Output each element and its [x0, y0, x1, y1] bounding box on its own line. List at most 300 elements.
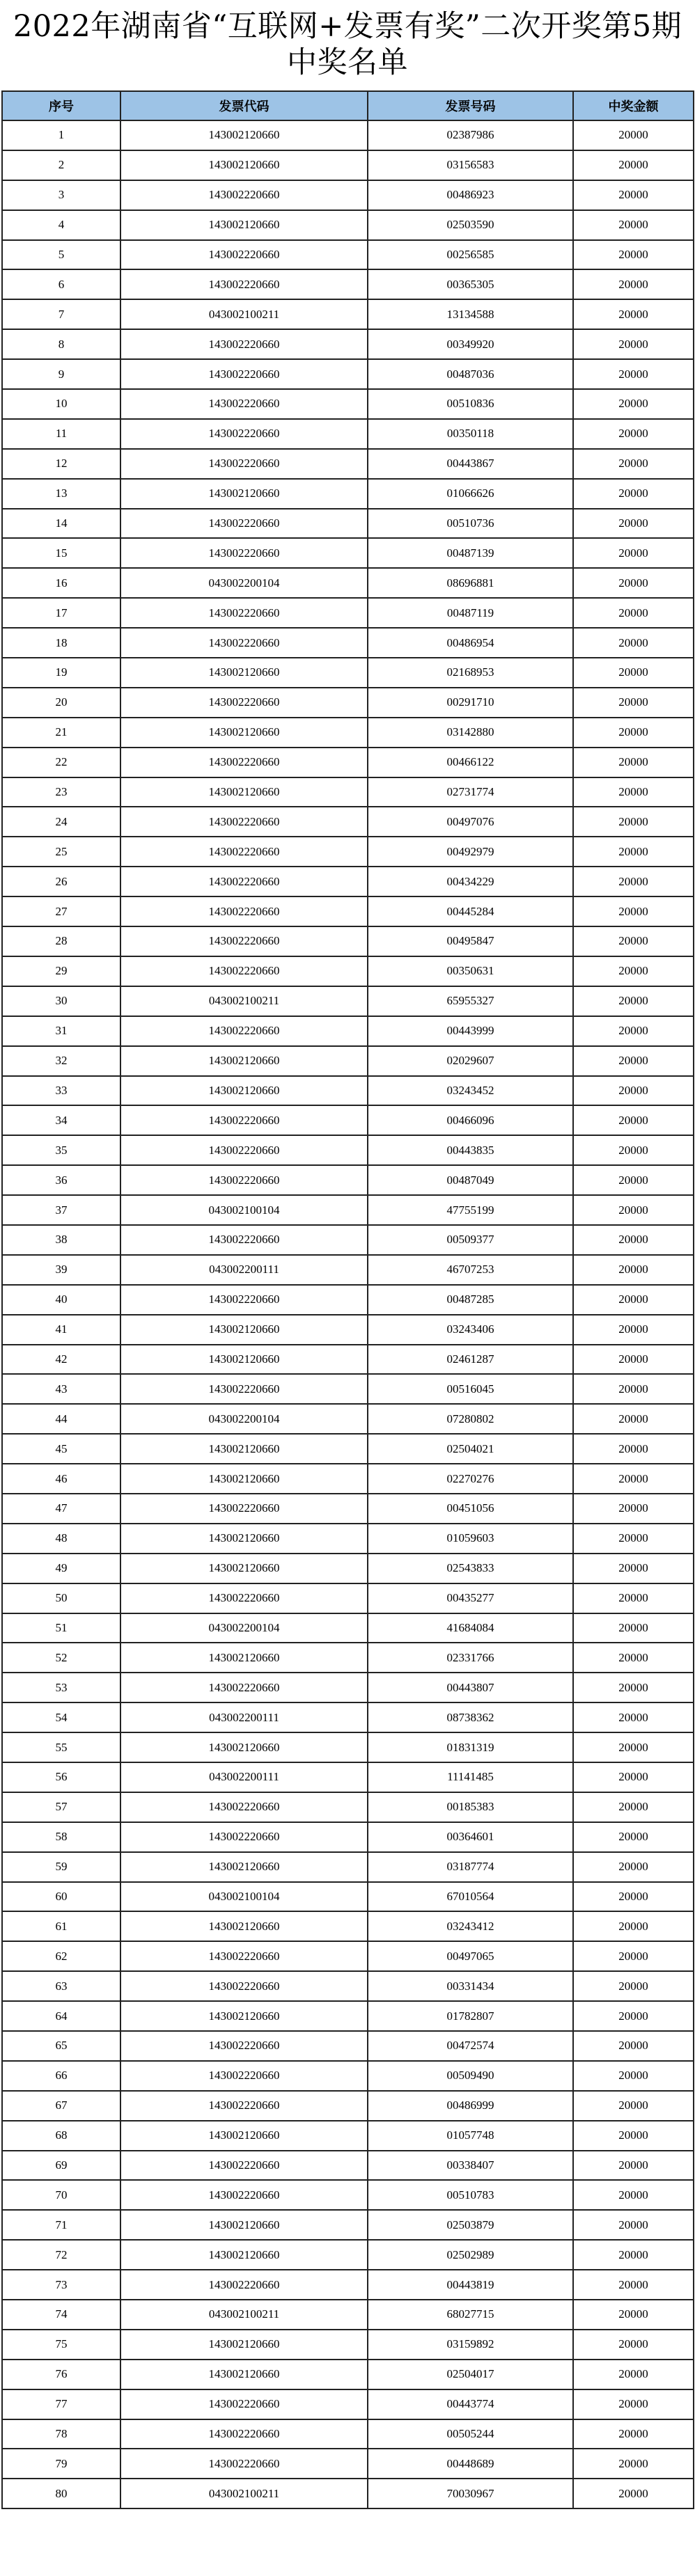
table-row	[2, 1524, 694, 1554]
cell-invoice-number: 00472574	[368, 2031, 573, 2061]
cell-invoice-code: 143002120660	[120, 658, 368, 688]
cell-invoice-number: 02731774	[368, 777, 573, 807]
cell-prize-amount: 20000	[573, 658, 694, 688]
cell-prize-amount: 20000	[573, 2270, 694, 2300]
cell-invoice-number: 03243406	[368, 1315, 573, 1345]
cell-prize-amount: 20000	[573, 807, 694, 837]
cell-prize-amount: 20000	[573, 1882, 694, 1912]
cell-serial-number: 12	[2, 449, 120, 479]
cell-invoice-code: 143002220660	[120, 598, 368, 628]
cell-invoice-code: 143002120660	[120, 1554, 368, 1583]
cell-invoice-number: 00487036	[368, 359, 573, 389]
table-row	[2, 269, 694, 299]
cell-prize-amount: 20000	[573, 1165, 694, 1195]
cell-serial-number: 52	[2, 1643, 120, 1673]
cell-prize-amount: 20000	[573, 2151, 694, 2181]
cell-invoice-number: 00495847	[368, 926, 573, 956]
cell-invoice-number: 65955327	[368, 986, 573, 1016]
table-row	[2, 2419, 694, 2449]
table-row	[2, 479, 694, 509]
cell-invoice-code: 043002100104	[120, 1882, 368, 1912]
cell-serial-number: 18	[2, 628, 120, 658]
table-row	[2, 956, 694, 986]
cell-invoice-code: 143002120660	[120, 1464, 368, 1494]
cell-serial-number: 80	[2, 2479, 120, 2508]
cell-prize-amount: 20000	[573, 1524, 694, 1554]
table-row	[2, 1016, 694, 1046]
cell-prize-amount: 20000	[573, 748, 694, 777]
cell-prize-amount: 20000	[573, 1135, 694, 1165]
cell-invoice-code: 143002120660	[120, 1643, 368, 1673]
cell-invoice-number: 00338407	[368, 2151, 573, 2181]
table-row	[2, 628, 694, 658]
cell-prize-amount: 20000	[573, 2180, 694, 2210]
table-row	[2, 2031, 694, 2061]
cell-invoice-code: 143002120660	[120, 1345, 368, 1375]
cell-invoice-number: 08738362	[368, 1702, 573, 1732]
table-row	[2, 1345, 694, 1375]
cell-invoice-number: 00509377	[368, 1225, 573, 1255]
cell-serial-number: 49	[2, 1554, 120, 1583]
table-row	[2, 2121, 694, 2151]
cell-prize-amount: 20000	[573, 1673, 694, 1702]
cell-invoice-number: 02543833	[368, 1554, 573, 1583]
cell-prize-amount: 20000	[573, 2061, 694, 2091]
cell-invoice-code: 143002220660	[120, 1374, 368, 1404]
cell-invoice-code: 143002220660	[120, 1583, 368, 1613]
cell-serial-number: 63	[2, 1971, 120, 2001]
cell-serial-number: 4	[2, 210, 120, 240]
cell-invoice-number: 02387986	[368, 120, 573, 150]
cell-prize-amount: 20000	[573, 986, 694, 1016]
cell-serial-number: 45	[2, 1434, 120, 1464]
cell-serial-number: 29	[2, 956, 120, 986]
cell-serial-number: 33	[2, 1076, 120, 1106]
cell-prize-amount: 20000	[573, 1315, 694, 1345]
cell-invoice-code: 143002120660	[120, 2121, 368, 2151]
cell-prize-amount: 20000	[573, 2210, 694, 2240]
table-row	[2, 538, 694, 568]
cell-invoice-number: 00492979	[368, 837, 573, 867]
table-row	[2, 2479, 694, 2508]
table-row	[2, 180, 694, 210]
cell-serial-number: 76	[2, 2360, 120, 2389]
cell-invoice-code: 143002220660	[120, 1673, 368, 1702]
cell-serial-number: 50	[2, 1583, 120, 1613]
cell-invoice-number: 02502989	[368, 2240, 573, 2270]
cell-serial-number: 27	[2, 896, 120, 926]
cell-serial-number: 53	[2, 1673, 120, 1702]
cell-invoice-number: 02504017	[368, 2360, 573, 2389]
cell-invoice-number: 00487119	[368, 598, 573, 628]
cell-invoice-code: 143002220660	[120, 1494, 368, 1524]
cell-invoice-code: 143002220660	[120, 2061, 368, 2091]
cell-invoice-number: 00434229	[368, 867, 573, 896]
cell-invoice-number: 00466096	[368, 1105, 573, 1135]
cell-prize-amount: 20000	[573, 1076, 694, 1106]
cell-serial-number: 14	[2, 509, 120, 539]
cell-invoice-code: 043002200104	[120, 1613, 368, 1643]
cell-invoice-code: 143002120660	[120, 1524, 368, 1554]
cell-prize-amount: 20000	[573, 867, 694, 896]
cell-invoice-code: 043002200111	[120, 1255, 368, 1285]
cell-invoice-code: 143002220660	[120, 2031, 368, 2061]
cell-prize-amount: 20000	[573, 1702, 694, 1732]
table-row	[2, 1255, 694, 1285]
cell-invoice-code: 143002220660	[120, 180, 368, 210]
cell-invoice-code: 143002220660	[120, 688, 368, 718]
cell-invoice-number: 03156583	[368, 150, 573, 180]
cell-serial-number: 67	[2, 2091, 120, 2121]
cell-serial-number: 7	[2, 299, 120, 329]
table-row	[2, 1613, 694, 1643]
table-row	[2, 449, 694, 479]
cell-prize-amount: 20000	[573, 2419, 694, 2449]
cell-invoice-code: 143002120660	[120, 120, 368, 150]
table-row	[2, 1792, 694, 1822]
cell-invoice-code: 143002120660	[120, 2240, 368, 2270]
table-row	[2, 748, 694, 777]
table-row	[2, 1374, 694, 1404]
cell-invoice-code: 143002220660	[120, 1225, 368, 1255]
table-row	[2, 1464, 694, 1494]
cell-serial-number: 34	[2, 1105, 120, 1135]
cell-serial-number: 65	[2, 2031, 120, 2061]
cell-invoice-code: 043002200104	[120, 1404, 368, 1434]
table-row	[2, 299, 694, 329]
cell-prize-amount: 20000	[573, 1345, 694, 1375]
header-row	[2, 91, 694, 120]
cell-invoice-number: 03243452	[368, 1076, 573, 1106]
cell-invoice-code: 143002220660	[120, 926, 368, 956]
cell-serial-number: 23	[2, 777, 120, 807]
cell-serial-number: 60	[2, 1882, 120, 1912]
cell-invoice-number: 47755199	[368, 1195, 573, 1225]
cell-serial-number: 35	[2, 1135, 120, 1165]
table-row	[2, 1702, 694, 1732]
cell-invoice-code: 143002220660	[120, 748, 368, 777]
cell-invoice-number: 02270276	[368, 1464, 573, 1494]
cell-invoice-code: 143002220660	[120, 2151, 368, 2181]
cell-invoice-number: 01782807	[368, 2001, 573, 2031]
cell-prize-amount: 20000	[573, 1822, 694, 1852]
cell-serial-number: 21	[2, 718, 120, 748]
cell-invoice-code: 143002220660	[120, 837, 368, 867]
cell-invoice-code: 143002220660	[120, 956, 368, 986]
table-row	[2, 718, 694, 748]
cell-invoice-number: 70030967	[368, 2479, 573, 2508]
cell-serial-number: 28	[2, 926, 120, 956]
table-body	[2, 120, 694, 2508]
cell-prize-amount: 20000	[573, 1404, 694, 1434]
cell-serial-number: 36	[2, 1165, 120, 1195]
cell-invoice-code: 143002120660	[120, 1046, 368, 1076]
cell-serial-number: 20	[2, 688, 120, 718]
table-row	[2, 1882, 694, 1912]
cell-invoice-code: 143002220660	[120, 867, 368, 896]
cell-prize-amount: 20000	[573, 718, 694, 748]
cell-serial-number: 40	[2, 1285, 120, 1315]
table-row	[2, 1434, 694, 1464]
cell-invoice-number: 00364601	[368, 1822, 573, 1852]
cell-invoice-number: 41684084	[368, 1613, 573, 1643]
cell-serial-number: 2	[2, 150, 120, 180]
cell-invoice-number: 02503590	[368, 210, 573, 240]
header-invoice-number: 发票号码	[368, 91, 573, 120]
cell-prize-amount: 20000	[573, 389, 694, 419]
table-row	[2, 1076, 694, 1106]
table-row	[2, 1583, 694, 1613]
cell-invoice-code: 043002200111	[120, 1702, 368, 1732]
cell-prize-amount: 20000	[573, 479, 694, 509]
cell-invoice-number: 00443774	[368, 2389, 573, 2419]
cell-serial-number: 66	[2, 2061, 120, 2091]
cell-prize-amount: 20000	[573, 568, 694, 598]
table-row	[2, 896, 694, 926]
table-row	[2, 2389, 694, 2419]
cell-prize-amount: 20000	[573, 359, 694, 389]
table-row	[2, 2061, 694, 2091]
cell-prize-amount: 20000	[573, 628, 694, 658]
cell-invoice-number: 00443867	[368, 449, 573, 479]
table-row	[2, 2240, 694, 2270]
cell-prize-amount: 20000	[573, 1225, 694, 1255]
cell-prize-amount: 20000	[573, 1195, 694, 1225]
cell-invoice-code: 143002220660	[120, 240, 368, 270]
cell-invoice-number: 00497076	[368, 807, 573, 837]
table-row	[2, 1673, 694, 1702]
table-row	[2, 2210, 694, 2240]
cell-serial-number: 58	[2, 1822, 120, 1852]
cell-invoice-number: 00365305	[368, 269, 573, 299]
cell-invoice-number: 01066626	[368, 479, 573, 509]
cell-prize-amount: 20000	[573, 538, 694, 568]
table-row	[2, 1404, 694, 1434]
table-row	[2, 658, 694, 688]
table-row	[2, 210, 694, 240]
cell-serial-number: 70	[2, 2180, 120, 2210]
cell-invoice-number: 00497065	[368, 1941, 573, 1971]
table-row	[2, 1315, 694, 1345]
cell-invoice-code: 043002200104	[120, 568, 368, 598]
table-row	[2, 359, 694, 389]
winners-table	[1, 90, 694, 2509]
cell-invoice-code: 143002220660	[120, 1941, 368, 1971]
cell-serial-number: 54	[2, 1702, 120, 1732]
cell-serial-number: 59	[2, 1852, 120, 1882]
cell-invoice-number: 02331766	[368, 1643, 573, 1673]
cell-invoice-code: 143002220660	[120, 389, 368, 419]
cell-serial-number: 3	[2, 180, 120, 210]
cell-invoice-number: 00256585	[368, 240, 573, 270]
cell-invoice-code: 143002220660	[120, 538, 368, 568]
cell-serial-number: 48	[2, 1524, 120, 1554]
cell-invoice-code: 043002100104	[120, 1195, 368, 1225]
cell-serial-number: 42	[2, 1345, 120, 1375]
cell-invoice-code: 143002220660	[120, 1016, 368, 1046]
cell-invoice-code: 143002220660	[120, 1822, 368, 1852]
cell-prize-amount: 20000	[573, 150, 694, 180]
cell-serial-number: 9	[2, 359, 120, 389]
cell-prize-amount: 20000	[573, 1762, 694, 1792]
cell-prize-amount: 20000	[573, 2091, 694, 2121]
cell-prize-amount: 20000	[573, 1105, 694, 1135]
table-row	[2, 688, 694, 718]
cell-invoice-number: 00435277	[368, 1583, 573, 1613]
cell-invoice-number: 00443807	[368, 1673, 573, 1702]
table-row	[2, 807, 694, 837]
cell-invoice-code: 143002120660	[120, 1076, 368, 1106]
cell-invoice-number: 00331434	[368, 1971, 573, 2001]
cell-prize-amount: 20000	[573, 1971, 694, 2001]
cell-invoice-number: 00443999	[368, 1016, 573, 1046]
cell-serial-number: 16	[2, 568, 120, 598]
table-row	[2, 2151, 694, 2181]
cell-invoice-number: 00350631	[368, 956, 573, 986]
cell-invoice-code: 143002120660	[120, 1315, 368, 1345]
cell-serial-number: 32	[2, 1046, 120, 1076]
table-row	[2, 1046, 694, 1076]
cell-invoice-number: 00451056	[368, 1494, 573, 1524]
cell-invoice-number: 00466122	[368, 748, 573, 777]
cell-invoice-number: 00510736	[368, 509, 573, 539]
cell-prize-amount: 20000	[573, 2121, 694, 2151]
table-row	[2, 2330, 694, 2360]
table-row	[2, 419, 694, 449]
table-row	[2, 2360, 694, 2389]
cell-invoice-number: 01059603	[368, 1524, 573, 1554]
table-row	[2, 2270, 694, 2300]
cell-invoice-number: 08696881	[368, 568, 573, 598]
cell-serial-number: 11	[2, 419, 120, 449]
cell-invoice-number: 00487049	[368, 1165, 573, 1195]
cell-serial-number: 37	[2, 1195, 120, 1225]
cell-prize-amount: 20000	[573, 777, 694, 807]
cell-prize-amount: 20000	[573, 1732, 694, 1762]
cell-serial-number: 61	[2, 1911, 120, 1941]
table-row	[2, 1643, 694, 1673]
cell-prize-amount: 20000	[573, 598, 694, 628]
table-row	[2, 389, 694, 419]
cell-prize-amount: 20000	[573, 1016, 694, 1046]
cell-invoice-code: 143002220660	[120, 1165, 368, 1195]
cell-invoice-code: 143002220660	[120, 509, 368, 539]
cell-serial-number: 41	[2, 1315, 120, 1345]
cell-invoice-number: 01057748	[368, 2121, 573, 2151]
cell-prize-amount: 20000	[573, 1792, 694, 1822]
cell-serial-number: 17	[2, 598, 120, 628]
cell-invoice-code: 143002120660	[120, 1852, 368, 1882]
table-row	[2, 1285, 694, 1315]
cell-invoice-code: 143002220660	[120, 2270, 368, 2300]
cell-invoice-code: 143002220660	[120, 1135, 368, 1165]
header-invoice-code: 发票代码	[120, 91, 368, 120]
table-row	[2, 1971, 694, 2001]
cell-serial-number: 73	[2, 2270, 120, 2300]
cell-serial-number: 8	[2, 329, 120, 359]
cell-prize-amount: 20000	[573, 329, 694, 359]
cell-invoice-number: 02461287	[368, 1345, 573, 1375]
table-row	[2, 1195, 694, 1225]
cell-serial-number: 51	[2, 1613, 120, 1643]
cell-invoice-number: 67010564	[368, 1882, 573, 1912]
table-row	[2, 1105, 694, 1135]
cell-prize-amount: 20000	[573, 1434, 694, 1464]
table-row	[2, 1732, 694, 1762]
cell-invoice-code: 143002220660	[120, 2180, 368, 2210]
cell-serial-number: 39	[2, 1255, 120, 1285]
table-row	[2, 2449, 694, 2479]
cell-serial-number: 74	[2, 2300, 120, 2330]
cell-serial-number: 13	[2, 479, 120, 509]
cell-invoice-number: 02168953	[368, 658, 573, 688]
cell-invoice-code: 143002220660	[120, 2449, 368, 2479]
cell-invoice-code: 143002120660	[120, 718, 368, 748]
cell-invoice-code: 043002100211	[120, 299, 368, 329]
cell-serial-number: 38	[2, 1225, 120, 1255]
cell-prize-amount: 20000	[573, 240, 694, 270]
cell-serial-number: 6	[2, 269, 120, 299]
cell-prize-amount: 20000	[573, 1046, 694, 1076]
title-line-2: 中奖名单	[287, 45, 408, 80]
cell-prize-amount: 20000	[573, 2240, 694, 2270]
cell-invoice-code: 143002120660	[120, 210, 368, 240]
cell-invoice-number: 00350118	[368, 419, 573, 449]
cell-invoice-code: 143002220660	[120, 329, 368, 359]
cell-serial-number: 19	[2, 658, 120, 688]
cell-invoice-number: 00516045	[368, 1374, 573, 1404]
cell-invoice-number: 00445284	[368, 896, 573, 926]
table-row	[2, 1911, 694, 1941]
cell-invoice-code: 143002120660	[120, 1911, 368, 1941]
cell-invoice-number: 00486923	[368, 180, 573, 210]
cell-invoice-code: 143002220660	[120, 2419, 368, 2449]
table-row	[2, 986, 694, 1016]
cell-prize-amount: 20000	[573, 1554, 694, 1583]
cell-invoice-code: 143002120660	[120, 2001, 368, 2031]
cell-invoice-code: 143002220660	[120, 807, 368, 837]
cell-invoice-number: 07280802	[368, 1404, 573, 1434]
cell-prize-amount: 20000	[573, 2449, 694, 2479]
table-row	[2, 568, 694, 598]
cell-serial-number: 1	[2, 120, 120, 150]
cell-prize-amount: 20000	[573, 1643, 694, 1673]
cell-prize-amount: 20000	[573, 180, 694, 210]
cell-invoice-number: 02029607	[368, 1046, 573, 1076]
table-row	[2, 1225, 694, 1255]
cell-invoice-number: 03243412	[368, 1911, 573, 1941]
cell-invoice-code: 143002220660	[120, 1792, 368, 1822]
document-title	[0, 0, 695, 89]
cell-prize-amount: 20000	[573, 419, 694, 449]
table-row	[2, 1165, 694, 1195]
cell-invoice-number: 00448689	[368, 2449, 573, 2479]
cell-invoice-code: 143002120660	[120, 150, 368, 180]
table-row	[2, 2001, 694, 2031]
table-row	[2, 1135, 694, 1165]
cell-prize-amount: 20000	[573, 1255, 694, 1285]
table-row	[2, 867, 694, 896]
table-row	[2, 329, 694, 359]
table-row	[2, 926, 694, 956]
cell-invoice-code: 143002220660	[120, 359, 368, 389]
cell-invoice-number: 00487139	[368, 538, 573, 568]
table-header	[2, 91, 694, 120]
cell-invoice-code: 143002220660	[120, 2389, 368, 2419]
cell-invoice-number: 00510783	[368, 2180, 573, 2210]
cell-serial-number: 56	[2, 1762, 120, 1792]
cell-prize-amount: 20000	[573, 299, 694, 329]
